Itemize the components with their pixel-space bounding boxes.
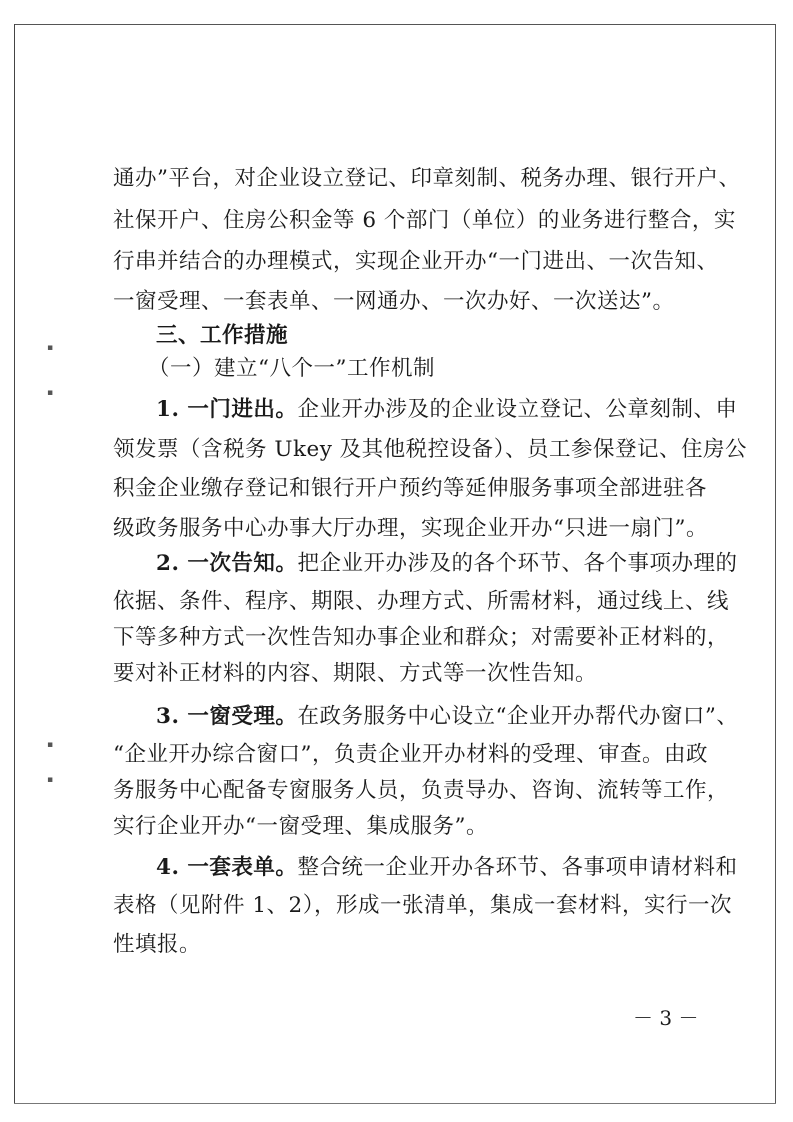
paragraph-line: 实行企业开办“一窗受理、集成服务”。: [113, 814, 488, 839]
scan-border-left: [14, 24, 15, 1104]
item-4-first-line: [156, 855, 738, 880]
scan-border-top: [14, 24, 776, 25]
binding-mark: ▪: [47, 388, 54, 398]
section-heading: 三、工作措施: [156, 323, 289, 348]
paragraph-line: 行串并结合的办理模式，实现企业开办“一门进出、一次告知、: [113, 249, 719, 274]
binding-mark: ▪: [47, 740, 54, 750]
item-2-text: 把企业开办涉及的各个环节、各个事项办理的: [297, 551, 738, 576]
paragraph-line: 性填报。: [113, 932, 202, 957]
scan-border-bottom: [14, 1103, 776, 1104]
paragraph-line: 要对补正材料的内容、期限、方式等一次性告知。: [113, 661, 598, 686]
subsection-heading: （一）建立“八个一”工作机制: [148, 356, 435, 381]
item-2-first-line: [156, 551, 738, 576]
paragraph-line: “企业开办综合窗口”，负责企业开办材料的受理、审查。由政: [113, 742, 708, 767]
scan-border-right: [775, 24, 776, 1104]
paragraph-line: 依据、条件、程序、期限、办理方式、所需材料，通过线上、线: [113, 589, 730, 614]
binding-mark: ▪: [47, 775, 54, 785]
item-3-text: 在政务服务中心设立“企业开办帮代办窗口”、: [297, 704, 739, 729]
page-number: － 3 －: [633, 1006, 699, 1030]
paragraph-line: 下等多种方式一次性告知办事企业和群众；对需要补正材料的，: [113, 625, 730, 650]
paragraph-line: 一窗受理、一套表单、一网通办、一次办好、一次送达”。: [113, 289, 675, 314]
item-1-first-line: [156, 397, 738, 422]
paragraph-line: 务服务中心配备专窗服务人员，负责导办、咨询、流转等工作，: [113, 778, 730, 803]
item-4-title: 4. 一套表单。: [156, 855, 298, 880]
item-2-title: 2. 一次告知。: [156, 551, 298, 576]
paragraph-line: 社保开户、住房公积金等 6 个部门（单位）的业务进行整合，实: [113, 208, 736, 233]
binding-mark: ▪: [47, 343, 54, 353]
item-1-text: 企业开办涉及的企业设立登记、公章刻制、申: [297, 397, 738, 422]
item-3-first-line: [156, 704, 739, 729]
paragraph-line: 级政务服务中心办事大厅办理，实现企业开办“只进一扇门”。: [113, 516, 708, 541]
item-1-title: 1. 一门进出。: [156, 397, 298, 422]
paragraph-line: 表格（见附件 1、2），形成一张清单，集成一套材料，实行一次: [113, 893, 732, 918]
paragraph-line: 领发票（含税务 Ukey 及其他税控设备）、员工参保登记、住房公: [113, 437, 747, 462]
paragraph-line: 积金企业缴存登记和银行开户预约等延伸服务事项全部进驻各: [113, 476, 708, 501]
paragraph-line: 通办”平台，对企业设立登记、印章刻制、税务办理、银行开户、: [113, 166, 741, 191]
item-4-text: 整合统一企业开办各环节、各事项申请材料和: [297, 855, 738, 880]
item-3-title: 3. 一窗受理。: [156, 704, 298, 729]
